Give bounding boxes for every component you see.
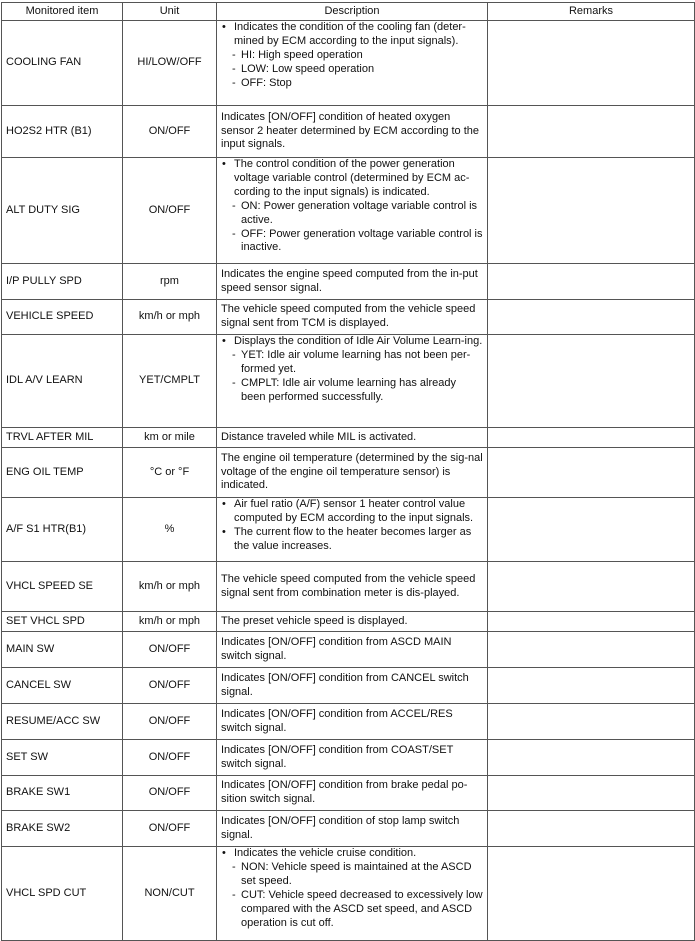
column-header-description: Description (217, 3, 488, 21)
table-row (2, 428, 695, 448)
description-cell: The engine oil temperature (determined by the sig-nal voltage of the engine oil temperature sensor) is indicated. (217, 448, 488, 498)
description-cell (217, 335, 488, 428)
unit-cell: ON/OFF (123, 158, 217, 264)
description-sub-item: - NON: Vehicle speed is maintained at the ASCD set speed. (221, 861, 483, 889)
remarks-cell (488, 300, 695, 335)
description-sub-item: - OFF: Stop (221, 77, 483, 91)
unit-cell: km/h or mph (123, 612, 217, 632)
description-cell: Indicates [ON/OFF] condition from COAST/SET switch signal. (217, 740, 488, 776)
description-cell: Indicates [ON/OFF] condition from CANCEL switch signal. (217, 668, 488, 704)
remarks-cell (488, 740, 695, 776)
description-bullet: • Displays the condition of Idle Air Volume Learn-ing. (221, 335, 483, 349)
remarks-cell (488, 668, 695, 704)
table-row (2, 562, 695, 612)
remarks-cell (488, 428, 695, 448)
description-sub-item: - HI: High speed operation (221, 49, 483, 63)
description-cell: Indicates [ON/OFF] condition from ASCD MAIN switch signal. (217, 632, 488, 668)
remarks-cell (488, 811, 695, 847)
remarks-cell (488, 158, 695, 264)
table-row (2, 740, 695, 776)
monitored-item-cell: BRAKE SW2 (2, 811, 123, 847)
table-row (2, 335, 695, 428)
monitored-item-cell: TRVL AFTER MIL (2, 428, 123, 448)
remarks-cell (488, 264, 695, 300)
description-cell: Indicates the engine speed computed from the in-put speed sensor signal. (217, 264, 488, 300)
description-bullet: • Indicates the condition of the cooling fan (deter-mined by ECM according to the input signals). (221, 21, 483, 49)
description-cell: Indicates [ON/OFF] condition of heated oxygen sensor 2 heater determined by ECM according to the input signals. (217, 106, 488, 158)
description-bullet: • The current flow to the heater becomes larger as the value increases. (221, 526, 483, 554)
description-cell: Indicates [ON/OFF] condition of stop lamp switch signal. (217, 811, 488, 847)
description-sub-item: - CUT: Vehicle speed decreased to excessively low compared with the ASCD set speed, and ASCD operation is cut off. (221, 889, 483, 931)
monitor-item-table (1, 2, 695, 941)
column-header-unit: Unit (123, 3, 217, 21)
description-cell (217, 498, 488, 562)
table-row (2, 498, 695, 562)
description-cell (217, 847, 488, 941)
unit-cell: rpm (123, 264, 217, 300)
remarks-cell (488, 776, 695, 811)
monitored-item-cell: I/P PULLY SPD (2, 264, 123, 300)
table-row (2, 612, 695, 632)
description-cell: The vehicle speed computed from the vehicle speed signal sent from TCM is displayed. (217, 300, 488, 335)
table-row (2, 158, 695, 264)
table-row (2, 668, 695, 704)
description-sub-item: - OFF: Power generation voltage variable control is inactive. (221, 228, 483, 256)
unit-cell: NON/CUT (123, 847, 217, 941)
column-header-remarks: Remarks (488, 3, 695, 21)
description-cell (217, 158, 488, 264)
remarks-cell (488, 335, 695, 428)
unit-cell: ON/OFF (123, 106, 217, 158)
unit-cell: % (123, 498, 217, 562)
remarks-cell (488, 21, 695, 106)
monitored-item-cell: IDL A/V LEARN (2, 335, 123, 428)
description-bullet: • Air fuel ratio (A/F) sensor 1 heater control value computed by ECM according to the input signals. (221, 498, 483, 526)
table-header-row (2, 3, 695, 21)
remarks-cell (488, 562, 695, 612)
description-cell: The preset vehicle speed is displayed. (217, 612, 488, 632)
description-cell (217, 21, 488, 106)
monitored-item-cell: VEHICLE SPEED (2, 300, 123, 335)
monitored-item-cell: CANCEL SW (2, 668, 123, 704)
description-bullet: • The control condition of the power generation voltage variable control (determined by ECM ac-cording to the input signals) is indicated. (221, 158, 483, 200)
remarks-cell (488, 632, 695, 668)
unit-cell: km or mile (123, 428, 217, 448)
unit-cell: ON/OFF (123, 668, 217, 704)
table-row (2, 448, 695, 498)
description-sub-item: - LOW: Low speed operation (221, 63, 483, 77)
description-sub-item: - YET: Idle air volume learning has not been per-formed yet. (221, 349, 483, 377)
unit-cell: ON/OFF (123, 811, 217, 847)
unit-cell: km/h or mph (123, 300, 217, 335)
unit-cell: ON/OFF (123, 740, 217, 776)
monitored-item-cell: RESUME/ACC SW (2, 704, 123, 740)
description-cell: Distance traveled while MIL is activated. (217, 428, 488, 448)
remarks-cell (488, 704, 695, 740)
monitored-item-cell: COOLING FAN (2, 21, 123, 106)
description-sub-item: - ON: Power generation voltage variable control is active. (221, 200, 483, 228)
unit-cell: ON/OFF (123, 632, 217, 668)
table-row (2, 632, 695, 668)
unit-cell: HI/LOW/OFF (123, 21, 217, 106)
column-header-monitored-item: Monitored item (2, 3, 123, 21)
table-row (2, 300, 695, 335)
unit-cell: ON/OFF (123, 776, 217, 811)
table-row (2, 847, 695, 941)
monitored-item-cell: HO2S2 HTR (B1) (2, 106, 123, 158)
monitored-item-cell: VHCL SPEED SE (2, 562, 123, 612)
monitored-item-cell: A/F S1 HTR(B1) (2, 498, 123, 562)
remarks-cell (488, 847, 695, 941)
monitored-item-cell: BRAKE SW1 (2, 776, 123, 811)
table-row (2, 776, 695, 811)
monitored-item-cell: SET VHCL SPD (2, 612, 123, 632)
unit-cell: km/h or mph (123, 562, 217, 612)
description-cell: Indicates [ON/OFF] condition from brake pedal po-sition switch signal. (217, 776, 488, 811)
unit-cell: ON/OFF (123, 704, 217, 740)
remarks-cell (488, 448, 695, 498)
table-row (2, 21, 695, 106)
remarks-cell (488, 612, 695, 632)
monitored-item-cell: VHCL SPD CUT (2, 847, 123, 941)
monitored-item-cell: SET SW (2, 740, 123, 776)
remarks-cell (488, 498, 695, 562)
table-row (2, 704, 695, 740)
description-cell: The vehicle speed computed from the vehicle speed signal sent from combination meter is dis-played. (217, 562, 488, 612)
unit-cell: °C or °F (123, 448, 217, 498)
unit-cell: YET/CMPLT (123, 335, 217, 428)
description-bullet: • Indicates the vehicle cruise condition. (221, 847, 483, 861)
table-row (2, 264, 695, 300)
description-cell: Indicates [ON/OFF] condition from ACCEL/RES switch signal. (217, 704, 488, 740)
table-row (2, 106, 695, 158)
table-row (2, 811, 695, 847)
monitored-item-cell: MAIN SW (2, 632, 123, 668)
description-sub-item: - CMPLT: Idle air volume learning has already been performed successfully. (221, 377, 483, 405)
monitored-item-cell: ALT DUTY SIG (2, 158, 123, 264)
remarks-cell (488, 106, 695, 158)
monitored-item-cell: ENG OIL TEMP (2, 448, 123, 498)
